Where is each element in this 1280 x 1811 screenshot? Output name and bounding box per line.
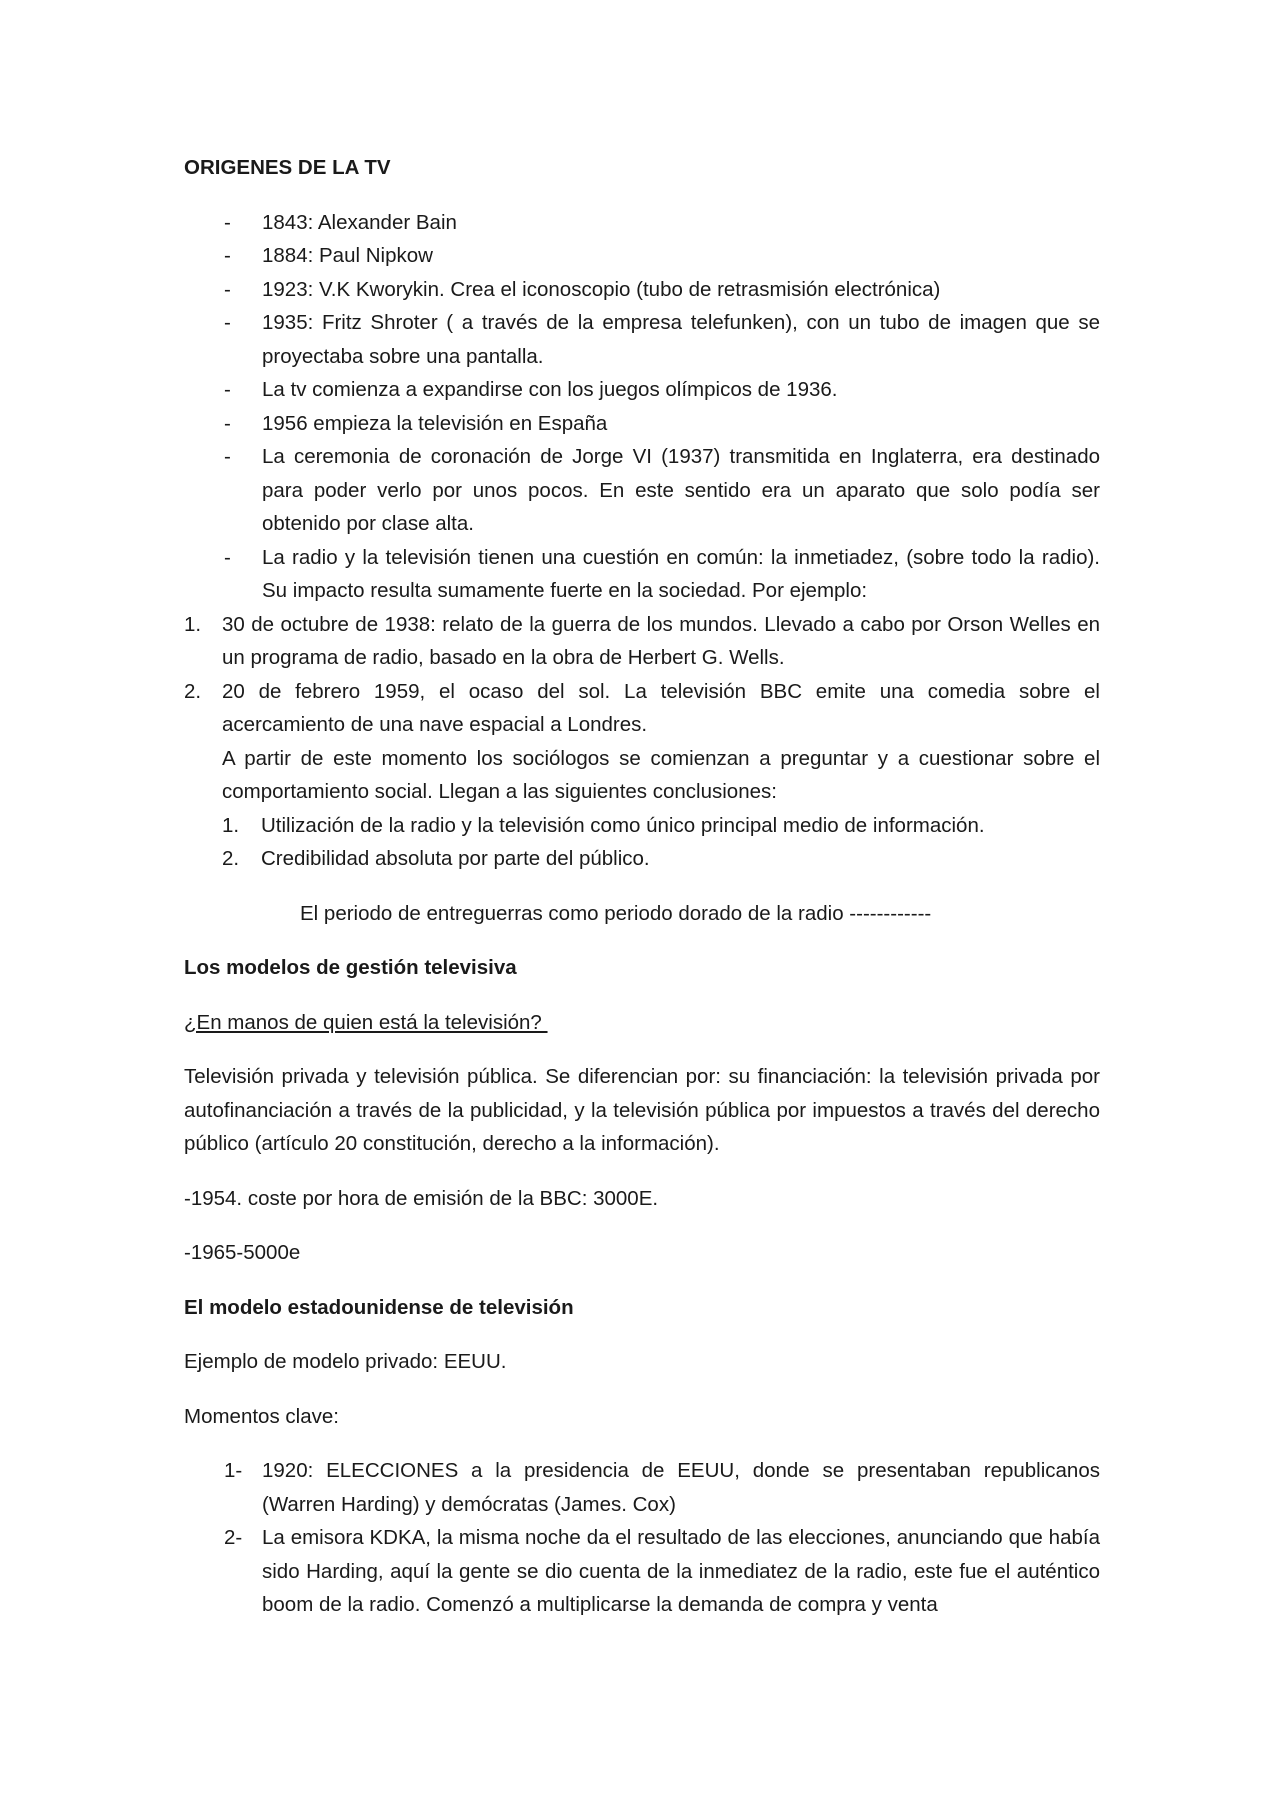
origins-item bbox=[184, 407, 1100, 441]
examples-list bbox=[184, 608, 1100, 876]
document-body bbox=[184, 151, 1100, 1622]
origins-item bbox=[184, 440, 1100, 541]
dash-marker: - bbox=[224, 210, 231, 234]
dash-marker: - bbox=[224, 445, 231, 468]
origins-item-text: 1884: Paul Nipkow bbox=[262, 244, 433, 267]
origins-item-text: 1956 empieza la televisión en España bbox=[262, 411, 608, 435]
origins-list bbox=[184, 206, 1100, 608]
origins-item bbox=[184, 273, 1100, 307]
key-moment-number: 1- bbox=[224, 1459, 243, 1482]
dash-marker: - bbox=[224, 411, 231, 435]
conclusion-text: Credibilidad absoluta por parte del público. bbox=[261, 847, 650, 870]
key-moments-list bbox=[184, 1454, 1100, 1622]
models-paragraph: Televisión privada y televisión pública. Se diferencian por: su financiación: la televisión privada por autofinanciación a través de la publicidad, y la televisión pública por impuestos a través del derecho público (artículo 20 constitución, derecho a la información). bbox=[184, 1065, 1100, 1155]
key-moment-item bbox=[184, 1454, 1100, 1521]
key-moment-text: La emisora KDKA, la misma noche da el resultado de las elecciones, anunciando que había sido Harding, aquí la gente se dio cuenta de la inmediatez de la radio, este fue el auténtico boom de la radio. Comenzó a multiplicarse la demanda de compra y venta bbox=[262, 1526, 1100, 1616]
origins-item-text: 1843: Alexander Bain bbox=[262, 210, 457, 234]
origins-item-text: La radio y la televisión tienen una cuestión en común: la inmetiadez, (sobre todo la radio). Su impacto resulta sumamente fuerte en la sociedad. Por ejemplo: bbox=[262, 545, 1100, 602]
conclusion-item bbox=[222, 842, 1100, 876]
section-title-models: Los modelos de gestión televisiva bbox=[184, 956, 517, 979]
key-moment-number: 2- bbox=[224, 1526, 243, 1549]
conclusion-item bbox=[222, 809, 1100, 843]
origins-item-text: 1923: V.K Kworykin. Crea el iconoscopio (tubo de retrasmisión electrónica) bbox=[262, 277, 941, 301]
dash-marker: - bbox=[224, 378, 231, 401]
example-item bbox=[184, 675, 1100, 876]
key-moment-item bbox=[184, 1521, 1100, 1622]
origins-item bbox=[184, 239, 1100, 273]
origins-item-text: 1935: Fritz Shroter ( a través de la empresa telefunken), con un tubo de imagen que se proyectaba sobre una pantalla. bbox=[262, 311, 1100, 368]
example-continuation: A partir de este momento los sociólogos se comienzan a preguntar y a cuestionar sobre el comportamiento social. Llegan a las siguientes conclusiones: bbox=[222, 746, 1100, 803]
origins-item bbox=[184, 306, 1100, 373]
us-example: Ejemplo de modelo privado: EEUU. bbox=[184, 1350, 507, 1373]
example-item bbox=[184, 608, 1100, 675]
conclusion-text: Utilización de la radio y la televisión como único principal medio de información. bbox=[261, 813, 985, 837]
interwar-note: El periodo de entreguerras como periodo dorado de la radio ------------ bbox=[300, 901, 932, 925]
key-moments-label: Momentos clave: bbox=[184, 1404, 339, 1428]
origins-item bbox=[184, 541, 1100, 608]
origins-item bbox=[184, 373, 1100, 407]
conclusion-number: 1. bbox=[222, 813, 240, 837]
origins-item-text: La ceremonia de coronación de Jorge VI (1937) transmitida en Inglaterra, era destinado para poder verlo por unos pocos. En este sentido era un aparato que solo podía ser obtenido por clase alta. bbox=[262, 445, 1100, 535]
example-text: 20 de febrero 1959, el ocaso del sol. La televisión BBC emite una comedia sobre el acercamiento de una nave espacial a Londres. bbox=[222, 679, 1100, 736]
cost-1965: -1965-5000e bbox=[184, 1241, 301, 1264]
dash-marker: - bbox=[224, 277, 231, 301]
key-moment-text: 1920: ELECCIONES a la presidencia de EEUU, donde se presentaban republicanos (Warren Harding) y demócratas (James. Cox) bbox=[262, 1459, 1100, 1516]
example-number: 1. bbox=[184, 612, 202, 636]
section-title-origins: ORIGENES DE LA TV bbox=[184, 156, 391, 179]
section-title-us-model: El modelo estadounidense de televisión bbox=[184, 1295, 574, 1319]
origins-item-text: La tv comienza a expandirse con los juegos olímpicos de 1936. bbox=[262, 378, 838, 401]
conclusion-number: 2. bbox=[222, 847, 240, 870]
dash-marker: - bbox=[224, 244, 231, 267]
conclusions-list bbox=[222, 809, 1100, 876]
models-question: ¿En manos de quien está la televisión? bbox=[184, 1010, 548, 1034]
origins-item bbox=[184, 206, 1100, 240]
dash-marker: - bbox=[224, 311, 231, 334]
example-text: 30 de octubre de 1938: relato de la guerra de los mundos. Llevado a cabo por Orson Welles en un programa de radio, basado en la obra de Herbert G. Wells. bbox=[222, 612, 1100, 669]
example-number: 2. bbox=[184, 679, 202, 703]
dash-marker: - bbox=[224, 545, 231, 569]
cost-1954: -1954. coste por hora de emisión de la BBC: 3000E. bbox=[184, 1186, 659, 1210]
